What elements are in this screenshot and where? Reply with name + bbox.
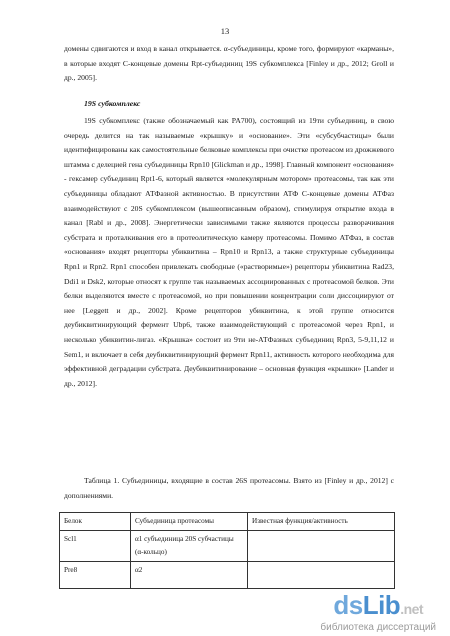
table-header-subunit: Субъединица протеасомы [131,513,248,531]
watermark-logo-lib: Lib [362,590,401,620]
table-row [60,562,395,589]
table-header-protein: Белок [60,513,131,531]
watermark-logo-net: .net [400,601,424,617]
table-caption: Таблица 1. Субъединицы, входящие в состав 26S протеасомы. Взято из [Finley и др., 2012] с дополнениями. [64,476,394,500]
paragraph-continuation: домены сдвигаются и вход в канал открывается. α-субъединицы, кроме того, формируют «карманы», в которые входят С-концевые домены Rpt-субъединиц 19S субкомплекса [Finley и др., 2012; Groll и др., 2005]. [64,44,394,83]
table-cell: Pre8 [60,562,131,589]
subunits-table [59,512,395,589]
table-cell [248,562,395,589]
page-number: 13 [220,26,230,36]
section-heading: 19S субкомплекс [84,99,141,108]
table-header-row [60,513,395,531]
table-cell: Scl1 [60,531,131,562]
table-cell: α2 [131,562,248,589]
watermark-logo-ds: ds [333,590,363,620]
watermark [320,592,436,633]
table-header-function: Известная функция/активность [248,513,395,531]
paragraph-19s: 19S субкомплекс (также обозначаемый как PA700), состоящий из 19ти субъединиц, в свою очередь делится на так называемые «крышку» и «основание». Эти «субсубчастицы» были идентифицированы как самостоятельные белковые комплексы при очистке протеасом из дрожжевого штамма с делецией гена субъединицы Rpn10 [Glickman и др., 1998]. Главный компонент «основания» - гексамер субъединиц Rpt1-6, который является «молекулярным мотором» протеасомы, так как эти субъединицы обладают АТФазной активностью. В присутствии АТФ С-концевые домены АТФаз взаимодействуют с 20S субкомплексом (вышеописанным образом), стимулируя открытие входа в канал [Rabl и др., 2008]. Энергетически зависимыми также являются процессы разворачивания субстрата и проталкивания его в протеолитическую камеру протеасомы. Помимо АТФаз, в состав «основания» входят рецепторы убиквитина – Rpn10 и Rpn13, а также структурные субъединицы Rpn1 и Rpn2. Rpn1 способен привлекать свободные («растворимые») рецепторы убиквитина Rad23, Ddi1 и Dsk2, которые относят к группе так называемых ассоциированных с протеасомой белков. Эти белки выделяются вместе с протеасомой, но при повышении концентрации соли диссоциируют от нее [Leggett и др., 2002]. Кроме рецепторов убиквитина, к этой группе относится деубиквитинирующий фермент Ubp6, также взаимодействующий с протеасомой через Rpn1, и несколько убиквитин-лигаз. «Крышка» состоит из 9ти не-АТФазных субъединиц Rpn3, 5-9,11,12 и Sem1, и включает в себя деубиквитинирующий фермент Rpn11, активность которого необходима для эффективной деградации субстрата. Деубиквитинирование – основная функция «крышки» [Lander и др., 2012]. [64,116,394,388]
table-cell: α1 субъединица 20S субчастицы (α-кольцо) [131,531,248,562]
table-cell [248,531,395,562]
watermark-logo [320,592,436,622]
watermark-caption: библиотека диссертаций [320,622,436,633]
table-row [60,531,395,562]
